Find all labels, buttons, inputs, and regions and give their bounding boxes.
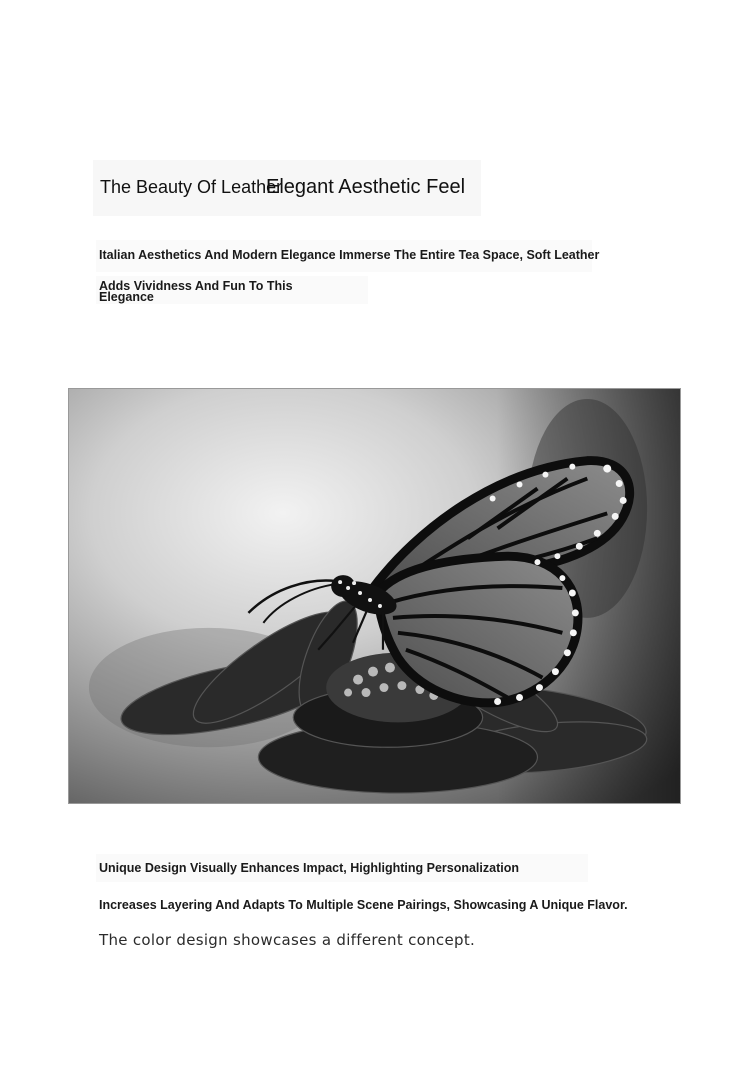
heading-primary: The Beauty Of Leather — [100, 177, 283, 197]
heading-secondary: Elegant Aesthetic Feel — [266, 176, 466, 198]
butterfly-photo — [68, 388, 681, 804]
features-line-1: Unique Design Visually Enhances Impact, Highlighting Personalization — [99, 861, 519, 875]
intro-line-3: Elegance — [99, 290, 154, 304]
intro-line-2: Adds Vividness And Fun To This — [99, 279, 293, 293]
caption: The color design showcases a different concept. — [99, 931, 476, 949]
butterfly-image — [69, 389, 680, 803]
features-line-2: Increases Layering And Adapts To Multiple Scene Pairings, Showcasing A Unique Flavor. — [99, 898, 628, 912]
intro-line-1: Italian Aesthetics And Modern Elegance Immerse The Entire Tea Space, Soft Leather — [99, 248, 600, 262]
